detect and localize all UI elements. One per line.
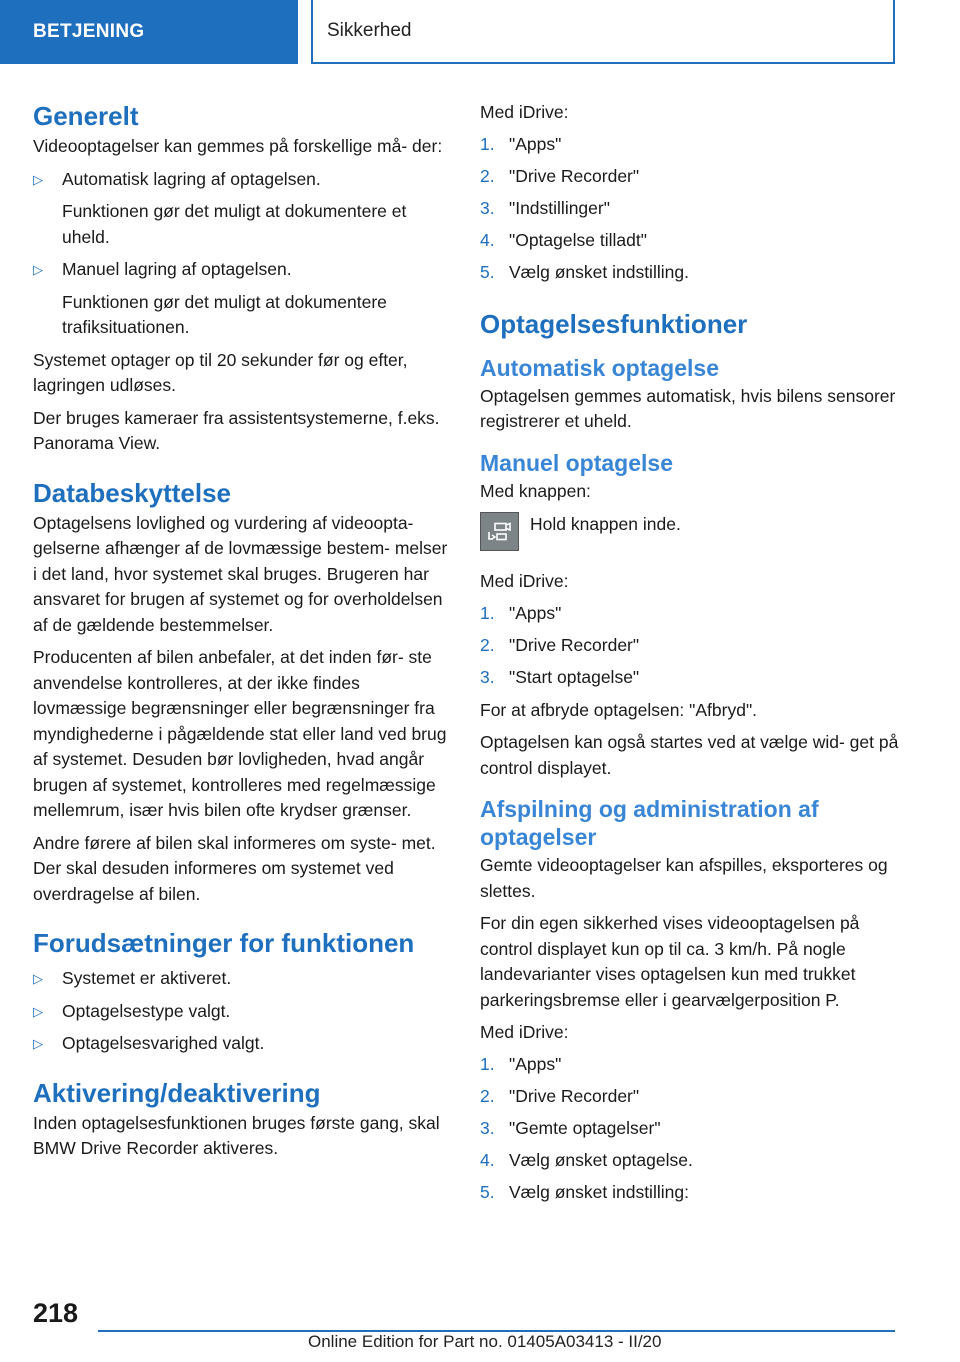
step-number: 1. <box>480 603 495 623</box>
list-item <box>480 228 900 254</box>
list-item <box>33 257 449 341</box>
list-item: ▷ Optagelsestype valgt. <box>33 999 449 1025</box>
drive-recorder-button-icon <box>480 512 519 551</box>
list-item <box>480 1180 900 1206</box>
heading-automatisk-optagelse: Automatisk optagelse <box>480 354 719 381</box>
forudsaetninger-list <box>33 966 449 1057</box>
manuel-steps-list <box>480 601 900 691</box>
list-item <box>480 1116 900 1142</box>
header-chapter-tab <box>311 0 895 64</box>
step-text: "Optagelse tilladt" <box>509 230 647 250</box>
step-text: Vælg ønsket optagelse. <box>509 1150 693 1170</box>
idrive-steps-list <box>480 132 900 286</box>
step-text: "Apps" <box>509 603 562 623</box>
step-text: "Drive Recorder" <box>509 635 640 655</box>
step-number: 5. <box>480 1182 495 1202</box>
databeskyttelse-paragraph: Producenten af bilen anbefaler, at det inden før- ste anvendelse kontrolleres, at der ikke findes lovmæssige begrænsninger eller begrænsninger fra myndighederne i pågældende stat eller land ved brug af systemet. Desuden bør lovligheden, hvad angår brugen af systemet, kontrolleres med regelmæssige mellemrum, især hvis bilen ofte krydser grænser. <box>33 647 447 820</box>
header-section-tab <box>0 0 298 64</box>
list-item <box>480 1052 900 1078</box>
heading-optagelsesfunktioner: Optagelsesfunktioner <box>480 308 748 339</box>
heading-aktivering: Aktivering/deaktivering <box>33 1077 321 1108</box>
knap-label: Med knappen: <box>480 480 591 501</box>
databeskyttelse-paragraph: Optagelsens lovlighed og vurdering af videoopta- gelserne afhænger af de lovmæssige bestem- melser i det land, hvor systemet skal bruges. Brugeren har ansvaret for brugen af systemet og for overholdelsen af de gældende bestemmelser. <box>33 512 448 635</box>
generelt-paragraph: Systemet optager op til 20 sekunder før og efter, lagringen udløses. <box>33 349 408 395</box>
databeskyttelse-paragraph: Andre førere af bilen skal informeres om syste- met. Der skal desuden informeres om systemet ved overdragelse af bilen. <box>33 832 436 904</box>
step-text: "Apps" <box>509 1054 562 1074</box>
drive-recorder-button-icon-graphic <box>486 522 514 542</box>
idrive-label: Med iDrive: <box>480 102 569 122</box>
step-text: Vælg ønsket indstilling: <box>509 1182 689 1202</box>
step-text: "Apps" <box>509 134 562 154</box>
list-item <box>480 132 900 158</box>
automatisk-paragraph: Optagelsen gemmes automatisk, hvis bilens sensorer registrerer et uheld. <box>480 385 896 431</box>
idrive-label: Med iDrive: <box>480 571 569 591</box>
step-number: 1. <box>480 134 495 154</box>
header-section-label: BETJENING <box>33 21 145 42</box>
step-number: 4. <box>480 1150 495 1170</box>
heading-generelt: Generelt <box>33 101 139 131</box>
list-item <box>480 633 900 659</box>
step-number: 2. <box>480 1086 495 1106</box>
heading-manuel-optagelse: Manuel optagelse <box>480 449 673 476</box>
afspilning-steps-list <box>480 1052 900 1206</box>
step-number: 3. <box>480 1118 495 1138</box>
list-item <box>480 164 900 190</box>
list-item-main: Manuel lagring af optagelsen. <box>62 259 292 279</box>
afspilning-paragraph: Gemte videooptagelser kan afspilles, eksporteres og slettes. <box>480 855 888 901</box>
list-item-sub: Funktionen gør det muligt at dokumentere trafiksituationen. <box>62 291 387 337</box>
right-column <box>480 100 900 1206</box>
button-instruction <box>480 512 900 551</box>
step-number: 1. <box>480 1054 495 1074</box>
list-item <box>480 196 900 222</box>
list-item <box>480 601 900 627</box>
step-text: Vælg ønsket indstilling. <box>509 262 689 282</box>
left-column <box>33 100 449 1162</box>
list-item: ▷ Systemet er aktiveret. <box>33 966 449 992</box>
step-number: 2. <box>480 635 495 655</box>
generelt-intro: Videooptagelser kan gemmes på forskellige må- der: <box>33 136 443 156</box>
manuel-paragraph: For at afbryde optagelsen: "Afbryd". <box>480 699 758 720</box>
header-chapter-label: Sikkerhed <box>327 20 412 41</box>
heading-afspilning: Afspilning og administration af optagelser <box>480 796 819 850</box>
list-item-sub: Funktionen gør det muligt at dokumentere et uheld. <box>62 201 407 247</box>
generelt-paragraph: Der bruges kameraer fra assistentsystemerne, f.eks. Panorama View. <box>33 407 440 453</box>
heading-databeskyttelse: Databeskyttelse <box>33 477 231 508</box>
step-text: "Gemte optagelser" <box>509 1118 661 1138</box>
page-number: 218 <box>33 1298 79 1328</box>
list-item <box>33 167 449 251</box>
generelt-list <box>33 167 449 341</box>
step-number: 2. <box>480 166 495 186</box>
aktivering-paragraph: Inden optagelsesfunktionen bruges første gang, skal BMW Drive Recorder aktiveres. <box>33 1112 440 1158</box>
list-item-main: Automatisk lagring af optagelsen. <box>62 168 321 189</box>
list-item <box>480 1148 900 1174</box>
step-text: "Indstillinger" <box>509 198 610 218</box>
step-number: 3. <box>480 667 495 687</box>
step-text: "Start optagelse" <box>509 667 640 687</box>
idrive-label: Med iDrive: <box>480 1022 569 1042</box>
footer-edition: Online Edition for Part no. 01405A03413 - II/20 <box>308 1332 662 1351</box>
step-number: 4. <box>480 230 495 250</box>
list-item <box>480 665 900 691</box>
knap-text: Hold knappen inde. <box>530 514 681 534</box>
step-text: "Drive Recorder" <box>509 166 640 186</box>
list-item <box>480 260 900 286</box>
step-text: "Drive Recorder" <box>509 1086 640 1106</box>
manuel-paragraph: Optagelsen kan også startes ved at vælge wid- get på control displayet. <box>480 732 899 778</box>
list-item <box>480 1084 900 1110</box>
afspilning-paragraph: For din egen sikkerhed vises videooptagelsen på control displayet kun op til ca. 3 km/h. På nogle landevarianter vises optagelsen kun med trukket parkeringsbremse eller i gearvælgerposition P. <box>480 913 860 1010</box>
list-item: ▷ Optagelsesvarighed valgt. <box>33 1031 449 1057</box>
heading-forudsaetninger: Forudsætninger for funktionen <box>33 928 415 958</box>
step-number: 3. <box>480 198 495 218</box>
step-number: 5. <box>480 262 495 282</box>
